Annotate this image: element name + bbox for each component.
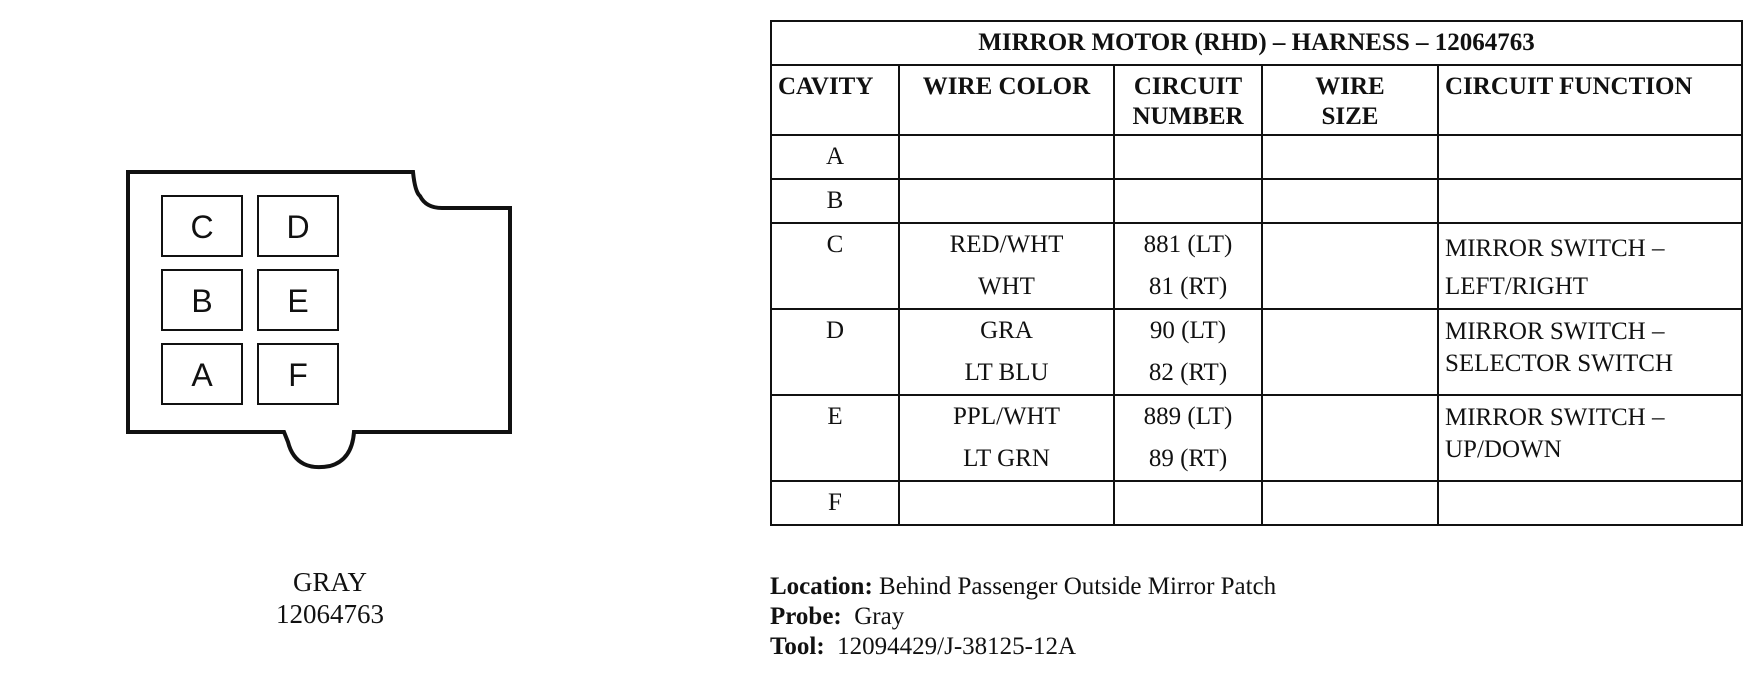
- connector-part-number: 12064763: [276, 599, 384, 629]
- circuit-function-cell: MIRROR SWITCH – SELECTOR SWITCH: [1438, 309, 1742, 395]
- cavity-cell: E: [771, 395, 899, 481]
- wire-color-lt: GRA: [980, 317, 1033, 344]
- table-row: [771, 223, 1742, 309]
- svg-text:C: C: [190, 209, 214, 245]
- tool-line: Tool: 12094429/J-38125-12A: [770, 633, 1077, 660]
- circuit-lt: 889 (LT): [1143, 403, 1233, 430]
- circuit-rt: 81 (RT): [1148, 273, 1228, 300]
- pin-cavity-e: [258, 270, 338, 330]
- wire-color-cell: [899, 135, 1114, 179]
- header-wire-color: WIRE COLOR: [899, 65, 1114, 135]
- connector-face-diagram: [118, 160, 518, 500]
- circuit-number-cell: [1114, 309, 1262, 395]
- circuit-rt: 82 (RT): [1148, 359, 1228, 386]
- wire-size-cell: [1262, 179, 1438, 223]
- table-title: MIRROR MOTOR (RHD) – HARNESS – 12064763: [771, 21, 1742, 65]
- circuit-lt: 90 (LT): [1149, 317, 1227, 344]
- wire-color-rt: LT GRN: [963, 445, 1050, 472]
- pin-cavity-b: [162, 270, 242, 330]
- cavity-cell: C: [771, 223, 899, 309]
- pin-cavity-f: [258, 344, 338, 404]
- wire-color-lt: RED/WHT: [949, 231, 1064, 258]
- wire-color-cell: [899, 309, 1114, 395]
- probe-line: Probe: Gray: [770, 603, 905, 630]
- header-circuit-number: CIRCUIT NUMBER: [1114, 65, 1262, 135]
- connector-info: [770, 572, 1276, 662]
- wire-color-rt: LT BLU: [964, 359, 1049, 386]
- pin-cavity-c: [162, 196, 242, 256]
- svg-text:E: E: [287, 283, 309, 319]
- wire-size-cell: [1262, 309, 1438, 395]
- wire-color-lt: PPL/WHT: [953, 403, 1060, 430]
- wire-color-cell: [899, 395, 1114, 481]
- circuit-function-cell: MIRROR SWITCH – LEFT/RIGHT: [1438, 223, 1742, 309]
- circuit-function-cell: [1438, 179, 1742, 223]
- pin-cavity-a: [162, 344, 242, 404]
- circuit-lt: 881 (LT): [1143, 231, 1233, 258]
- circuit-function-cell: [1438, 481, 1742, 525]
- circuit-number-cell: [1114, 223, 1262, 309]
- svg-text:B: B: [191, 283, 213, 319]
- wire-size-cell: [1262, 395, 1438, 481]
- cavity-cell: B: [771, 179, 899, 223]
- wire-color-rt: WHT: [978, 273, 1035, 300]
- header-cavity: CAVITY: [771, 65, 899, 135]
- wire-color-cell: [899, 179, 1114, 223]
- table-row: [771, 395, 1742, 481]
- table-row: [771, 481, 1742, 525]
- table-row: [771, 309, 1742, 395]
- wire-size-cell: [1262, 135, 1438, 179]
- svg-text:A: A: [191, 357, 213, 393]
- wire-size-cell: [1262, 223, 1438, 309]
- svg-text:D: D: [286, 209, 310, 245]
- circuit-function-cell: [1438, 135, 1742, 179]
- wire-color-cell: [899, 481, 1114, 525]
- circuit-number-cell: [1114, 135, 1262, 179]
- wire-color-cell: [899, 223, 1114, 309]
- circuit-number-cell: [1114, 179, 1262, 223]
- circuit-function-cell: MIRROR SWITCH – UP/DOWN: [1438, 395, 1742, 481]
- cavity-cell: A: [771, 135, 899, 179]
- harness-table: [770, 20, 1743, 526]
- circuit-rt: 89 (RT): [1148, 445, 1228, 472]
- cavity-cell: F: [771, 481, 899, 525]
- table-row: [771, 179, 1742, 223]
- svg-text:F: F: [288, 357, 308, 393]
- connector-outline: [128, 172, 510, 467]
- circuit-number-cell: [1114, 481, 1262, 525]
- header-circuit-function: CIRCUIT FUNCTION: [1438, 65, 1742, 135]
- wire-size-cell: [1262, 481, 1438, 525]
- circuit-number-cell: [1114, 395, 1262, 481]
- header-wire-size: WIRE SIZE: [1262, 65, 1438, 135]
- pin-cavity-d: [258, 196, 338, 256]
- cavity-cell: D: [771, 309, 899, 395]
- table-row: [771, 135, 1742, 179]
- location-line: Location: Behind Passenger Outside Mirror Patch: [770, 573, 1277, 600]
- connector-color-label: GRAY: [292, 567, 368, 597]
